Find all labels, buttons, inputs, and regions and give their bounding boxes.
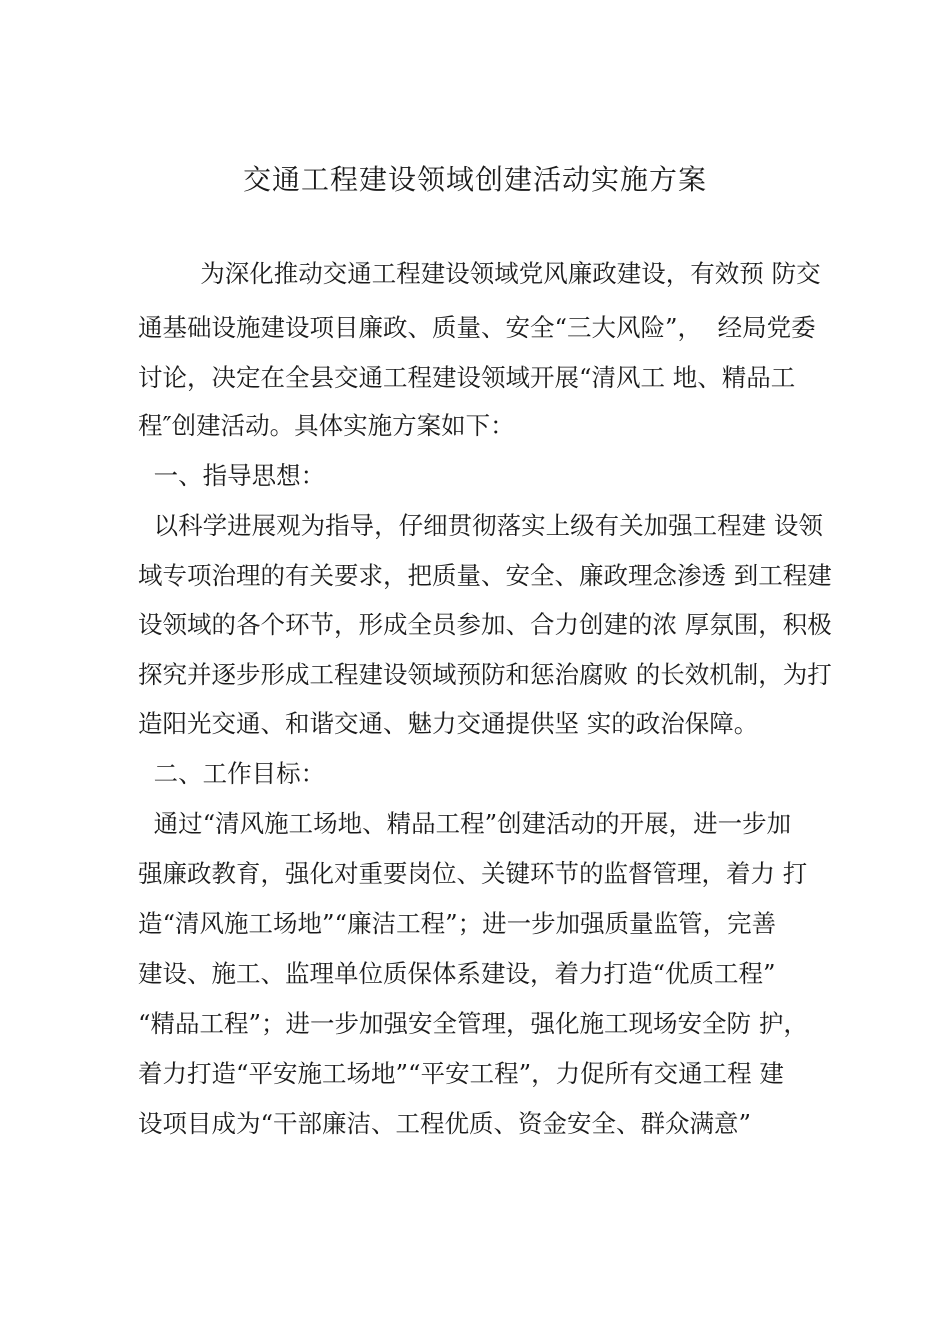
body-line: 以科学进展观为指导，仔细贯彻落实上级有关加强工程建 设领 [138, 511, 823, 540]
body-line: 建设、施工、监理单位质保体系建设，着力打造“优质工程” [138, 959, 776, 988]
body-line: 通过“清风施工场地、精品工程”创建活动的开展，进一步加 [138, 809, 792, 838]
body-line: 造“清风施工场地”“廉洁工程”；进一步加强质量监管，完善 [138, 909, 777, 938]
section-heading: 一、指导思想： [138, 461, 326, 490]
body-line: 通基础设施建设项目廉政、质量、安全“三大风险”， 经局党委 [138, 313, 816, 342]
body-line: 程″创建活动。具体实施方案如下： [138, 411, 515, 440]
body-line: 造阳光交通、和谐交通、魅力交通提供坚 实的政治保障。 [138, 709, 759, 738]
section-heading: 二、工作目标： [138, 759, 326, 788]
body-line: 为深化推动交通工程建设领域党风廉政建设，有效预 防交 [138, 259, 821, 288]
body-line: 着力打造“平安施工场地”“平安工程”，力促所有交通工程 建 [138, 1059, 784, 1088]
document-title: 交通工程建设领域创建活动实施方案 [242, 163, 707, 196]
body-line: 设项目成为“干部廉洁、工程优质、资金安全、群众满意” [138, 1109, 752, 1138]
body-line: “精品工程”；进一步加强安全管理，强化施工现场安全防 护， [138, 1009, 808, 1038]
body-line: 强廉政教育，强化对重要岗位、关键环节的监督管理，着力 打 [138, 859, 808, 888]
body-line: 探究并逐步形成工程建设领域预防和惩治腐败 的长效机制，为打 [138, 660, 832, 689]
body-line: 设领域的各个环节，形成全员参加、合力创建的浓 厚氛围，积极 [138, 610, 832, 639]
body-line: 讨论，决定在全县交通工程建设领域开展“清风工 地、精品工 [138, 363, 796, 392]
body-line: 域专项治理的有关要求，把质量、安全、廉政理念渗透 到工程建 [138, 561, 832, 590]
